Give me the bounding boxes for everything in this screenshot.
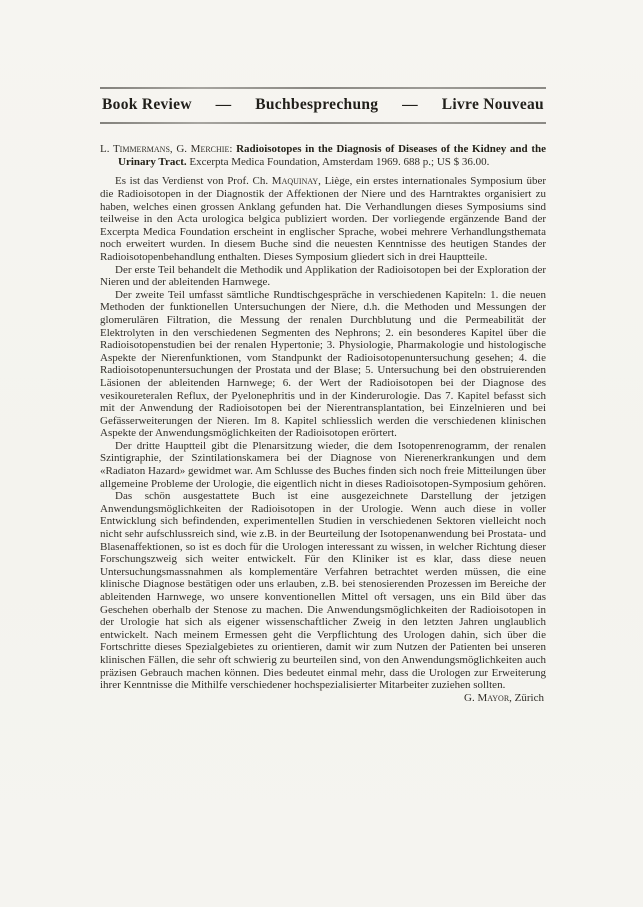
review-body	[100, 175, 546, 691]
review-content	[100, 143, 546, 704]
text-segment: Der dritte Hauptteil gibt die Plenarsitzung wieder, die dem Isotopenrenogramm, der renalen Szintigraphie, der Szintilationskamera bei der Diagnose von Nierenerkrankungen und dem «Radiaton Hazard» gewidmet war. Am Schlusse des Buches finden sich noch freie Mitteilungen über allgemeine Probleme der Urologie, die eigentlich nicht in dieses Radioisotopen-Symposium gehören.	[100, 439, 547, 490]
reviewer-signature	[100, 692, 546, 705]
header-title-en: Book Review	[102, 96, 192, 113]
header-separator: —	[402, 96, 418, 113]
scanned-page	[100, 87, 546, 704]
text-segment: Der erste Teil behandelt die Methodik und Applikation der Radioisotopen bei der Exploration der Nieren und der ableitenden Harnwege.	[100, 263, 546, 289]
text-segment: G.	[464, 691, 478, 704]
header-title-fr: Livre Nouveau	[441, 96, 544, 113]
book-citation	[100, 143, 546, 169]
header-separator: —	[215, 96, 232, 113]
text-segment: Maquinay	[271, 175, 319, 188]
text-segment: Das schön ausgestattete Buch ist eine ausgezeichnete Darstellung der jetzigen Anwendungsmöglichkeiten der Radioisotopen in der Urologie. Wenn auch diese in voller Entwicklung sich befindenden, experimentellen Studien in verschiedenen Sektoren vielleicht noch nicht sehr aufschlussreich sind, wie z.B. in der Beurteilung der Isotopenanwendung bei Prostata- und Blasenaffektionen, so ist es doch für die Urologen interessant zu wissen, in welcher Richtung dieser Forschungszweig sich weiter entwickelt. Für den Kliniker ist es klar, dass diese neuen Untersuchungsmassnahmen als komplementäre Verfahren betrachtet werden müssen, die eine klinische Diagnose bestätigen oder uns erlauben, z.B. bei stenosierenden Prozessen im Bereiche der ableitenden Harnwege, wo unsere konventionellen Mittel oft versagen, uns ein Bild über das Geschehen oberhalb der Stenose zu machen. Die Anwendungsmöglichkeiten der Radioisotopen in der Urologie hat sich als eigener wissenschaftlicher Zweig in den letzten Jahren unglaublich entwickelt. Nach meinem Ermessen geht die Verpflichtung des Urologen dahin, sich über die Fortschritte dieses Spezialgebietes zu orientieren, damit wir zum Nutzen der Patienten bei unseren klinischen Fällen, die sehr oft schwierig zu beurteilen sind, von den Anwendungsmöglichkeiten auch präzisen Gebrauch machen können. Dies bedeutet einmal mehr, dass die Urologen zur Erweiterung ihrer Kenntnisse die Mithilfe verschiedener hochspezialisierter Mitarbeiter zuziehen sollten.	[100, 490, 546, 692]
text-segment: , Liège, ein erstes internationales Symposium über die Radioisotopen in der Diagnostik der Affektionen der Niere und des Harntraktes organisiert zu haben, welches einen grossen Anklang gefunden hat. Die Verhandlungen dieses Symposiums sind teilweise in den Acta urologica belgica publiziert worden. Der vorliegende ergänzende Band der Excerpta Medica Foundation erscheint in englischer Sprache, wobei mehrere Verhandlungsthemata noch erweitert wurden. In diesem Buche sind die neuesten Kenntnisse des heutigen Standes der Radioisotopenbehandlung enthalten. Dieses Symposium gliedert sich in drei Hauptteile.	[100, 175, 547, 263]
page-header	[100, 87, 546, 124]
header-titles	[100, 89, 546, 122]
review-paragraph	[100, 490, 546, 692]
header-title-de: Buchbesprechung	[255, 96, 379, 113]
text-segment: L. Timmermans, G. Merchie:	[100, 143, 237, 155]
review-paragraph	[100, 264, 546, 289]
review-paragraph	[100, 289, 546, 440]
text-segment: Mayor	[477, 691, 510, 704]
review-paragraph	[100, 440, 546, 490]
review-paragraph	[100, 175, 546, 263]
text-segment: Excerpta Medica Foundation, Amsterdam 1969. 688 p.; US $ 36.00.	[189, 156, 490, 169]
text-segment: , Zürich	[509, 691, 544, 704]
text-segment: Der zweite Teil umfasst sämtliche Rundtischgespräche in verschiedenen Kapiteln: 1. die neuen Methoden der funktionellen Untersuchungen der Niere, d.h. die Methoden und Messungen der glomerulären Filtration, die Messung der renalen Durchblutung und die Permeabilität der Elektrolyten in den verschiedenen Segmenten des Nephrons; 2. ein besonderes Kapitel über die Radioisotopenstudien bei der renalen Hypertonie; 3. Physiologie, Pharmakologie und histologische Aspekte der Nierenfunktionen, vom Standpunkt der Radioisotopenuntersuchung gesehen; 4. die Radioisotopenuntersuchungen der Prostata und der Blase; 5. Untersuchung bei den obstruierenden Läsionen der ableitenden Harnwege; 6. der Wert der Radioisotopen bei der Diagnose des vesikoureteralen Reflux, der Pyelonephritis und in der Kinderurologie. Das 7. Kapitel befasst sich mit der Anwendung der Radioisotopen bei der Nierentransplantation, bei Einzelnieren und bei Gefässerweiterungen der Nieren. Im 8. Kapitel schliesslich werden die verschiedenen klinischen Aspekte der Anwendungsmöglichkeiten der Radioisotopen erörtert.	[100, 288, 546, 440]
text-segment: Radioisotopes in the Diagnosis of Diseases of the Kidney and the Urinary Tract.	[118, 143, 546, 169]
header-bottom-rule	[100, 122, 546, 124]
text-segment: Es ist das Verdienst von Prof. Ch.	[115, 175, 272, 188]
